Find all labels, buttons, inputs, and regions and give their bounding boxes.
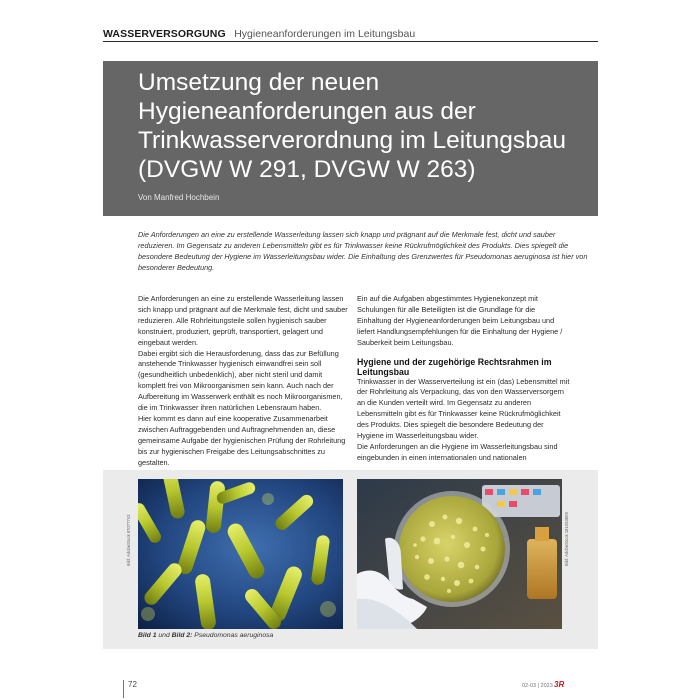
title-line: Hygieneanforderungen aus der [138,98,476,125]
caption-label: Bild 1 [138,632,157,639]
title-line: Trinkwasserverordnung im Leitungsbau [138,127,567,154]
title-line: (DVGW W 291, DVGW W 263) [138,156,476,183]
caption-connector: und [156,632,172,639]
figure-caption [138,632,273,639]
body-paragraph: Dabei ergibt sich die Herausforderung, dass das zur Befüllung anstehende Trinkwasser hygienisch einwandfrei sein soll (gesundheitlich unbedenklich), aber nicht steril und damit komplett frei von Mikroorganismen sein kann. Auch nach der Aufbereitung im Wasserwerk enthält es noch Mikroorganismen, die im Trinkwasser ihren natürlichen Lebensraum haben. [138,348,343,413]
body-paragraph: Die Anforderungen an eine zu erstellende Wasserleitung lassen sich knapp und prägnant auf die Merkmale fest, dicht und sauber reduzieren. Alle Rohrleitungsteile sollen hygienisch sauber konstruiert, produziert, geprüft, transportiert, gelagert und eingebaut werden. [138,294,348,347]
bacteria-photo [138,479,343,629]
journal-logo: 3R [554,680,565,689]
photo-credit: Bild: AdobeStock 87077743 [126,514,131,566]
page-number: 72 [128,680,137,689]
title-line: Umsetzung der neuen [138,69,380,96]
section-label: WASSERVERSORGUNG [103,28,226,40]
body-paragraph: Trinkwasser in der Wasserverteilung ist ein (das) Lebensmittel mit der Rohrleitung als Verpackung, das von den Wasserversorgern an die Kunden verteilt wird. Im Gegensatz zu anderen Lebensmitteln gibt es für Trinkwasser keine Rückrufmöglichkeit des Produkts. Dies spiegelt die besondere Bedeutung der Hygiene im Wasserleitungsbau wider. [357,376,570,441]
body-column-left [138,294,351,469]
lead-paragraph: Die Anforderungen an eine zu erstellende Wasserleitung lassen sich knapp und prägnant auf die Merkmale fest, dicht und sauber reduzieren. Im Gegensatz zu anderen Lebensmitteln gibt es für Trinkwasser keine Rückrufmöglichkeit des Produkts. Dies spiegelt die besondere Bedeutung der Hygiene im Wasserleitungsbau wider. Die Einhaltung des Grenzwertes für Pseudomonas aeruginosa ist hier von besonderer Bedeutung. [138,230,588,272]
running-header [103,24,598,42]
section-heading: Hygiene und der zugehörige Rechtsrahmen im Leitungsbau [357,356,552,377]
body-column-right [357,294,570,464]
header-divider [103,41,598,42]
author-byline: Von Manfred Hochbein [138,193,220,202]
photo-credit: Bild: AdobeStock 181053809 [564,512,569,566]
caption-label: Bild 2: [171,632,193,639]
caption-text: Pseudomonas aeruginosa [192,632,274,639]
body-paragraph: Die Anforderungen an die Hygiene im Wasserleitungsbau sind eingebunden in einen internationalen und nationalen [357,441,558,462]
article-title [138,68,593,184]
body-paragraph: Ein auf die Aufgaben abgestimmtes Hygienekonzept mit Schulungen für alle Beteiligten ist die Grundlage für die Einhaltung der Hygieneanforderungen beim Leitungsbau und liefert Handlungsempfehlungen für die Einhaltung der Hygiene / Sauberkeit beim Leitungsbau. [357,294,563,347]
body-paragraph: Hier kommt es dann auf eine kooperative Zusammenarbeit zwischen Auftraggebenden und Auftragnehmenden an, diese gemeinsame Aufgabe der hygienischen Prüfung der Rohrleitung bis zur hygienischen Freigabe des Leitungsabschnittes zu gestalten. [138,413,346,467]
petri-dish-photo [357,479,562,629]
topic-label: Hygieneanforderungen im Leitungsbau [234,28,416,40]
issue-label: 02-03 | 2023 [522,683,553,689]
footer-divider [123,680,124,698]
